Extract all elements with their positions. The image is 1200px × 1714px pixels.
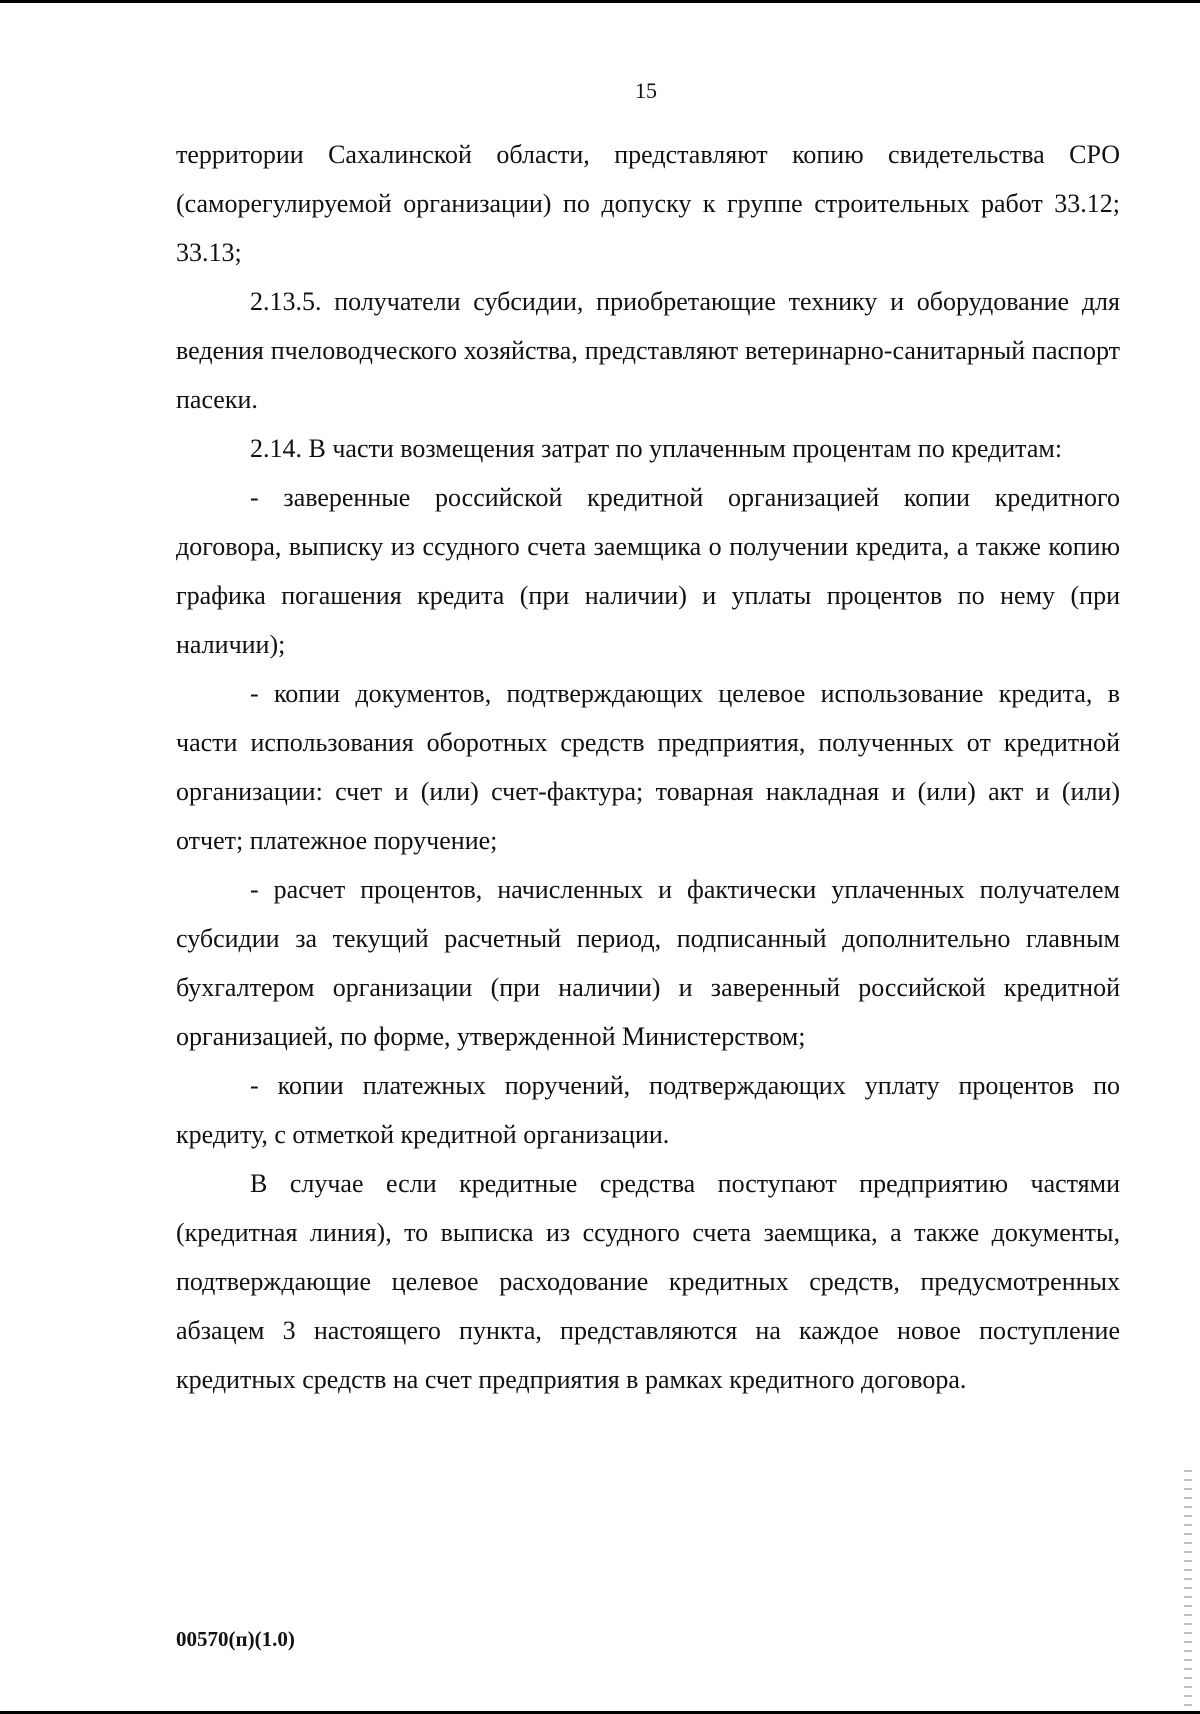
scan-edge-marks	[1184, 1470, 1192, 1710]
document-body	[176, 130, 1120, 1404]
paragraph-credit-line: В случае если кредитные средства поступают предприятию частями (кредитная линия), то выписка из ссудного счета заемщика, а также документы, подтверждающие целевое расходование кредитных средств, предусмотренных абзацем 3 настоящего пункта, представляются на каждое новое поступление кредитных средств на счет предприятия в рамках кредитного договора.	[176, 1169, 1120, 1394]
paragraph-2-14: 2.14. В части возмещения затрат по уплаченным процентам по кредитам:	[250, 434, 1063, 463]
paragraph-continuation: территории Сахалинской области, представляют копию свидетельства СРО (саморегулируемой организации) по допуску к группе строительных работ 33.12; 33.13;	[176, 140, 1120, 267]
list-item-interest-calculation: - расчет процентов, начисленных и фактически уплаченных получателем субсидии за текущий расчетный период, подписанный дополнительно главным бухгалтером организации (при наличии) и заверенный российской кредитной организацией, по форме, утвержденной Министерством;	[176, 875, 1120, 1051]
list-item-target-use-documents: - копии документов, подтверждающих целевое использование кредита, в части использования оборотных средств предприятия, полученных от кредитной организации: счет и (или) счет-фактура; товарная накладная и (или) акт и (или) отчет; платежное поручение;	[176, 679, 1120, 855]
document-code: 00570(п)(1.0)	[176, 1627, 295, 1651]
page-number: 15	[635, 78, 657, 103]
list-item-credit-agreement: - заверенные российской кредитной организацией копии кредитного договора, выписку из ссудного счета заемщика о получении кредита, а также копию графика погашения кредита (при наличии) и уплаты процентов по нему (при наличии);	[176, 483, 1120, 659]
paragraph-2-13-5: 2.13.5. получатели субсидии, приобретающие технику и оборудование для ведения пчеловодческого хозяйства, представляют ветеринарно-санитарный паспорт пасеки.	[176, 287, 1120, 414]
top-border	[0, 0, 1200, 3]
list-item-payment-orders: - копии платежных поручений, подтверждающих уплату процентов по кредиту, с отметкой кредитной организации.	[176, 1071, 1120, 1149]
